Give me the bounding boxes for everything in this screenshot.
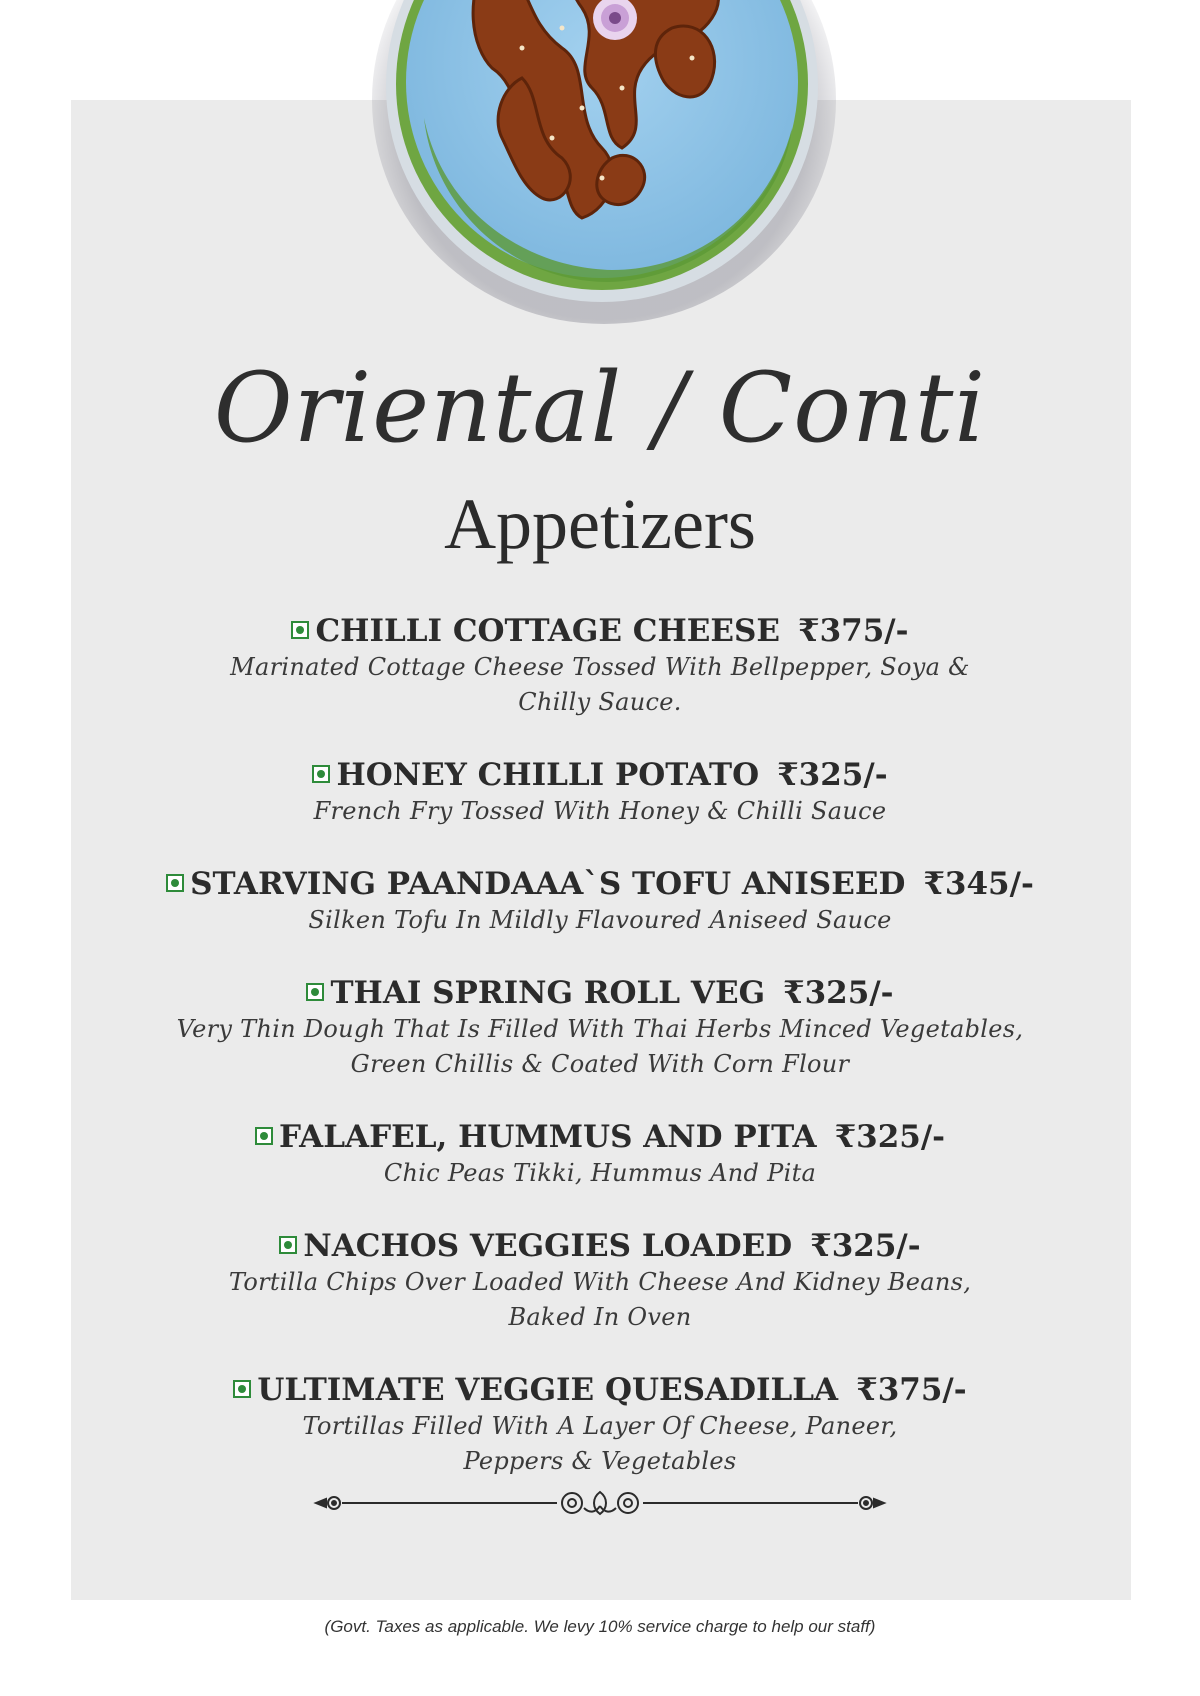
menu-item-price: ₹375/- (798, 613, 909, 649)
menu-item-description-line: Silken Tofu In Mildly Flavoured Aniseed Sauce (308, 906, 892, 934)
menu-item-title (120, 756, 1080, 794)
menu-item-description (120, 1156, 1080, 1191)
menu-item-description-line: Baked In Oven (508, 1303, 692, 1331)
menu-item-price: ₹325/- (777, 757, 888, 793)
menu-item-price: ₹375/- (856, 1372, 967, 1408)
menu-item-name: THAI SPRING ROLL VEG (330, 975, 766, 1011)
veg-icon (312, 765, 330, 783)
menu-item-title (120, 1118, 1080, 1156)
menu-item-price: ₹325/- (810, 1228, 921, 1264)
menu-item-description-line: Tortillas Filled With A Layer Of Cheese, Paneer, (302, 1412, 898, 1440)
veg-icon (166, 874, 184, 892)
menu-item-title (120, 865, 1080, 903)
veg-icon (306, 983, 324, 1001)
menu-item (120, 865, 1080, 938)
menu-item-description (120, 1012, 1080, 1082)
menu-item-name: STARVING PAANDAAA`S TOFU ANISEED (190, 866, 906, 902)
section-script-title: Oriental / Conti (213, 352, 987, 464)
menu-item-description (120, 1409, 1080, 1479)
menu-item-description (120, 650, 1080, 720)
menu-item-price: ₹325/- (783, 975, 894, 1011)
menu-item-name: CHILLI COTTAGE CHEESE (315, 613, 781, 649)
veg-icon (279, 1236, 297, 1254)
menu-item-name: ULTIMATE VEGGIE QUESADILLA (257, 1372, 839, 1408)
menu-item-description-line: Chic Peas Tikki, Hummus And Pita (383, 1159, 817, 1187)
menu-item-description-line: Tortilla Chips Over Loaded With Cheese And Kidney Beans, (228, 1268, 972, 1296)
section-title: Appetizers (444, 484, 756, 564)
menu-item-description-line: Peppers & Vegetables (463, 1447, 737, 1475)
menu-item (120, 756, 1080, 829)
menu-item (120, 1118, 1080, 1191)
veg-icon (233, 1380, 251, 1398)
menu-item-price: ₹325/- (834, 1119, 946, 1155)
menu-item-name: NACHOS VEGGIES LOADED (303, 1228, 793, 1264)
menu-item-description (120, 1265, 1080, 1335)
menu-item (120, 612, 1080, 720)
menu-item-title (120, 974, 1080, 1012)
menu-item-description-line: French Fry Tossed With Honey & Chilli Sauce (313, 797, 887, 825)
menu-item (120, 1371, 1080, 1479)
menu-item-description-line: Chilly Sauce. (518, 688, 682, 716)
menu-item-title (120, 1227, 1080, 1265)
menu-item-title (120, 1371, 1080, 1409)
menu-item-name: HONEY CHILLI POTATO (336, 757, 760, 793)
veg-icon (291, 621, 309, 639)
ornamental-divider (312, 1488, 888, 1518)
menu-item (120, 974, 1080, 1082)
menu-item-name: FALAFEL, HUMMUS AND PITA (278, 1119, 817, 1155)
dish-photo (372, 0, 832, 328)
menu-item (120, 1227, 1080, 1335)
menu-item-description-line: Very Thin Dough That Is Filled With Thai Herbs Minced Vegetables, (176, 1015, 1024, 1043)
menu-item-description (120, 903, 1080, 938)
tax-footnote: (Govt. Taxes as applicable. We levy 10% service charge to help our staff) (324, 1617, 876, 1636)
menu-item-description (120, 794, 1080, 829)
menu-item-description-line: Marinated Cottage Cheese Tossed With Bellpepper, Soya & (230, 653, 970, 681)
veg-icon (255, 1127, 273, 1145)
menu-item-price: ₹345/- (923, 866, 1034, 902)
menu-item-title (120, 612, 1080, 650)
menu-item-description-line: Green Chillis & Coated With Corn Flour (350, 1050, 850, 1078)
menu-list (120, 612, 1080, 1515)
